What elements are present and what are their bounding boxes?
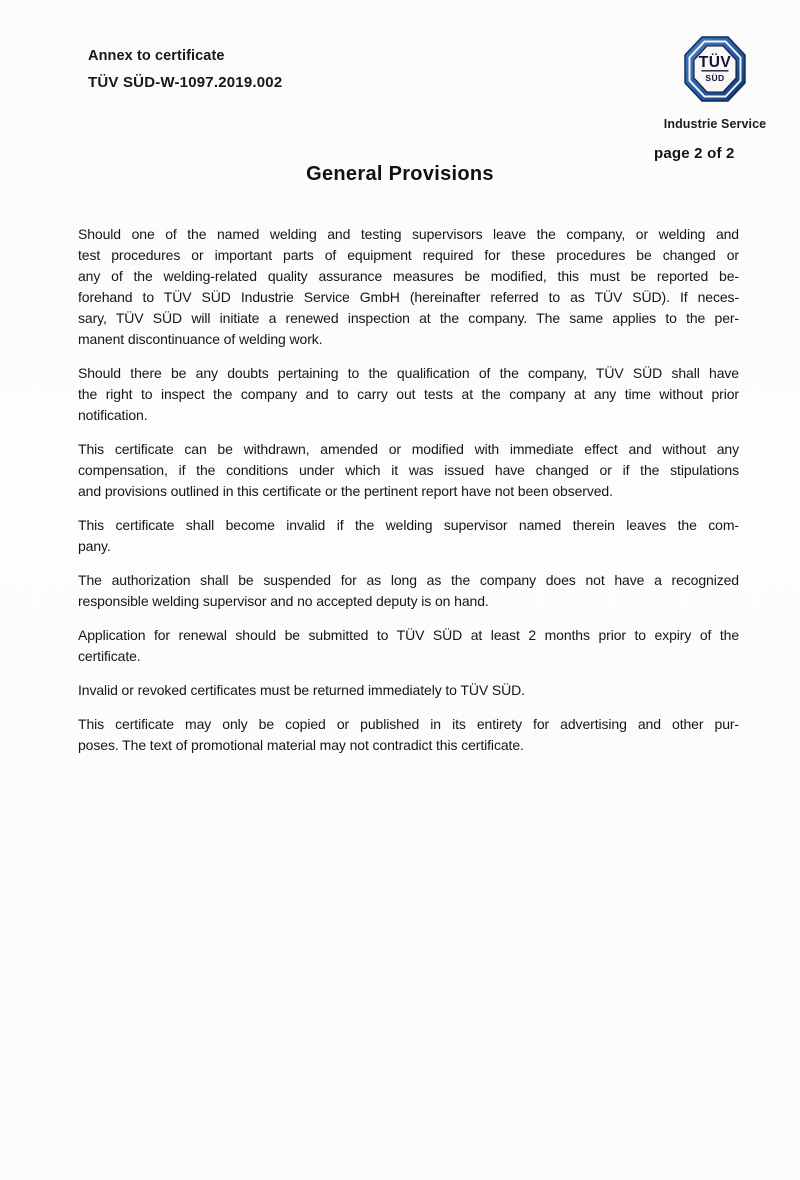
paragraph-line: compensation, if the conditions under which it was issued have changed or if the stipulations	[78, 462, 739, 478]
paragraph	[78, 515, 739, 557]
paragraph	[78, 570, 739, 612]
paragraph-line: pany.	[78, 538, 111, 554]
paragraph-line: Should one of the named welding and testing supervisors leave the company, or welding and	[78, 226, 739, 242]
paragraph-line: manent discontinuance of welding work.	[78, 331, 323, 347]
paragraph-line: This certificate may only be copied or published in its entirety for advertising and other pur-	[78, 716, 739, 732]
paragraph	[78, 224, 739, 350]
paragraph-line: forehand to TÜV SÜD Industrie Service GmbH (hereinafter referred to as TÜV SÜD). If neces-	[78, 289, 739, 305]
provisions-body	[78, 224, 739, 769]
paragraph	[78, 714, 739, 756]
paragraph	[78, 680, 739, 701]
page-indicator: page 2 of 2	[654, 145, 735, 162]
paragraph-line: This certificate shall become invalid if the welding supervisor named therein leaves the com-	[78, 517, 739, 533]
paragraph-line: and provisions outlined in this certificate or the pertinent report have not been observed.	[78, 483, 613, 499]
paragraph-line: responsible welding supervisor and no accepted deputy is on hand.	[78, 593, 489, 609]
paragraph-line: poses. The text of promotional material may not contradict this certificate.	[78, 737, 524, 753]
paragraph-line: sary, TÜV SÜD will initiate a renewed inspection at the company. The same applies to the per-	[78, 310, 739, 326]
annex-label: Annex to certificate	[88, 48, 225, 64]
paragraph-line: The authorization shall be suspended for as long as the company does not have a recognized	[78, 572, 739, 588]
svg-text:TÜV: TÜV	[698, 54, 732, 71]
paragraph-line: the right to inspect the company and to carry out tests at the company at any time without prior	[78, 386, 739, 402]
svg-text:SÜD: SÜD	[705, 73, 725, 83]
certificate-number: TÜV SÜD-W-1097.2019.002	[88, 74, 283, 91]
paragraph	[78, 625, 739, 667]
paragraph	[78, 439, 739, 502]
logo-caption: Industrie Service	[663, 117, 767, 131]
page-title: General Provisions	[306, 163, 494, 185]
paragraph-line: Application for renewal should be submitted to TÜV SÜD at least 2 months prior to expiry of the	[78, 627, 739, 643]
paragraph-line: certificate.	[78, 648, 141, 664]
paragraph-line: any of the welding-related quality assurance measures be modified, this must be reported be-	[78, 268, 739, 284]
paragraph-line: notification.	[78, 407, 148, 423]
tuv-sud-octagon-icon	[684, 36, 746, 102]
paragraph-line: Should there be any doubts pertaining to the qualification of the company, TÜV SÜD shall have	[78, 365, 739, 381]
paragraph-line: test procedures or important parts of equipment required for these procedures be changed or	[78, 247, 739, 263]
paragraph	[78, 363, 739, 426]
header-left	[88, 48, 282, 91]
paragraph-line: Invalid or revoked certificates must be returned immediately to TÜV SÜD.	[78, 682, 525, 698]
tuv-sud-logo	[684, 36, 746, 102]
paragraph-line: This certificate can be withdrawn, amended or modified with immediate effect and without any	[78, 441, 739, 457]
